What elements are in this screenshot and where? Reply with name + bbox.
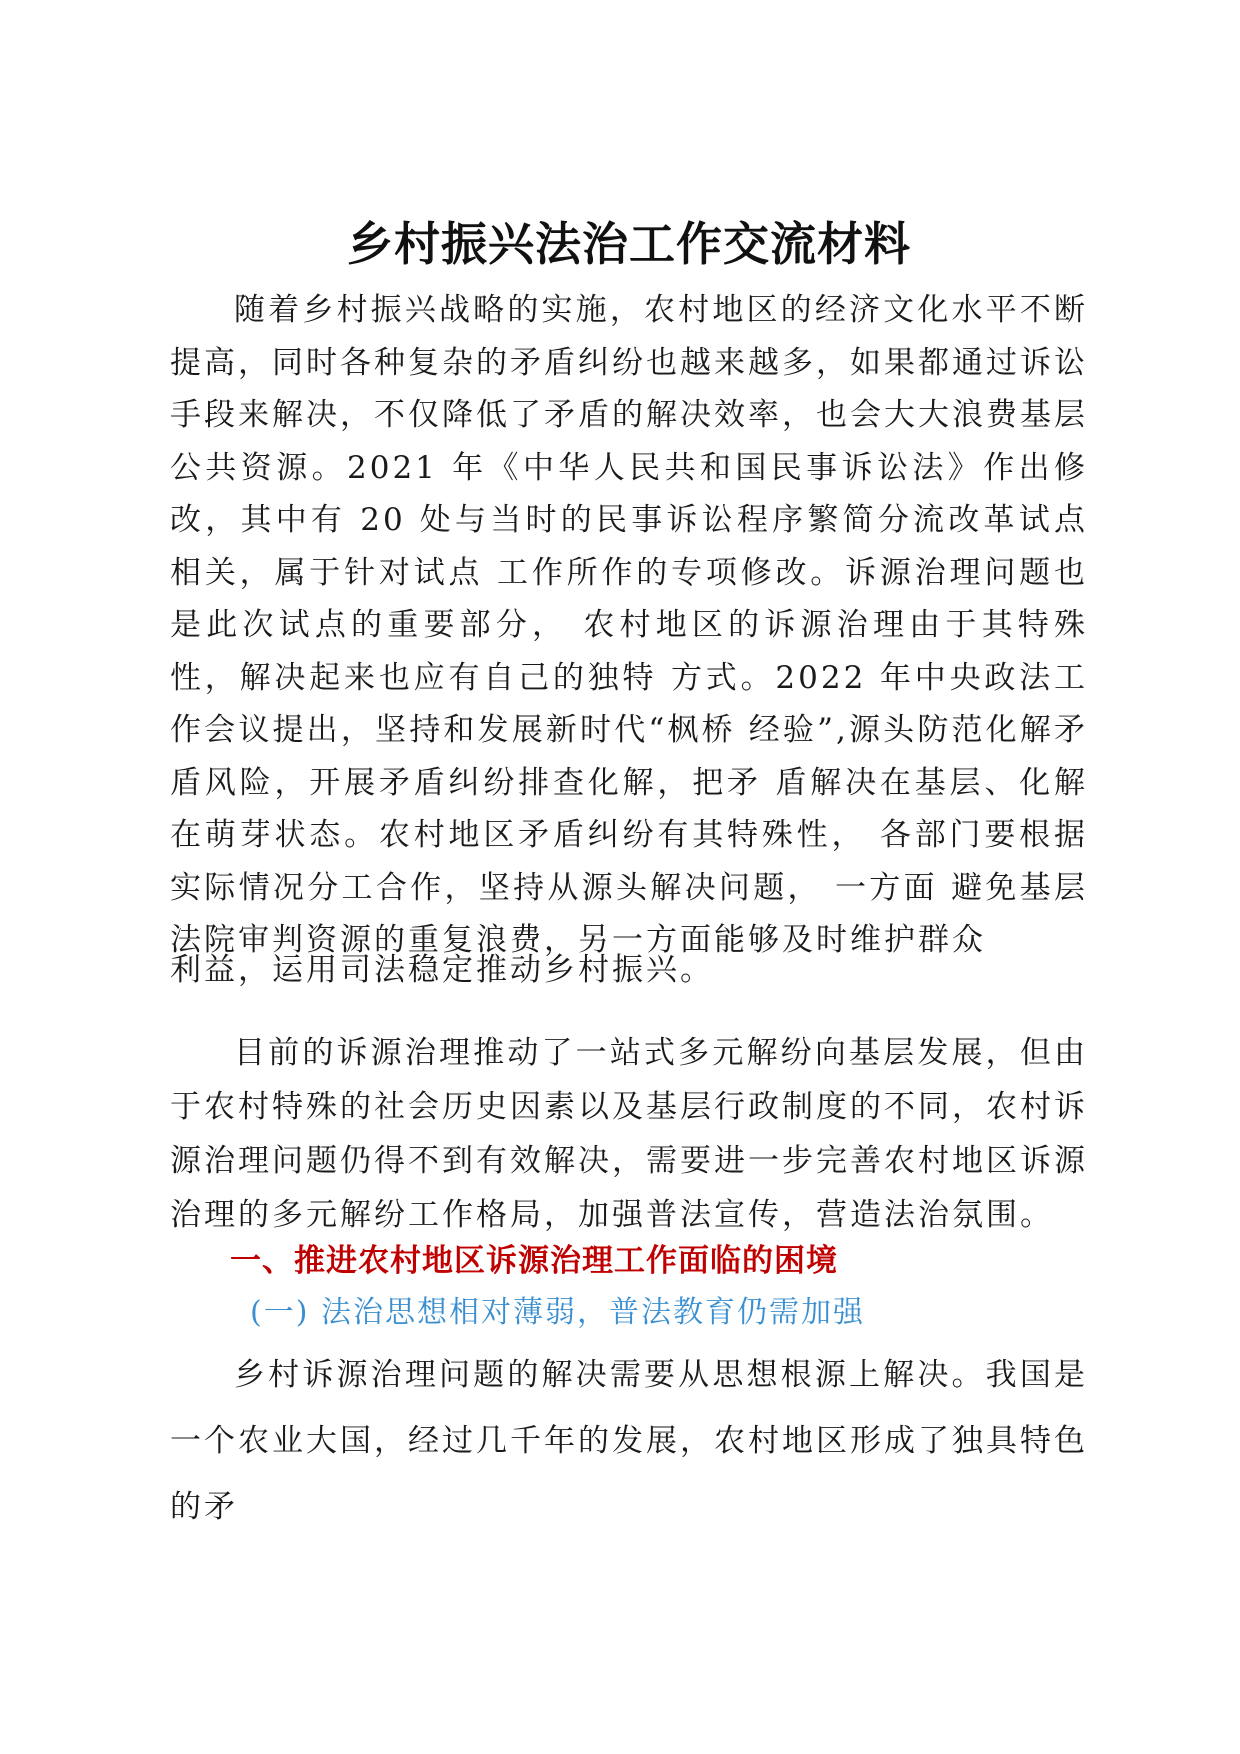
- third-paragraph: 乡村诉源治理问题的解决需要从思想根源上解决。我国是一个农业大国，经过几千年的发展，农村地区形成了独具特色的矛: [170, 1357, 1088, 1525]
- subsection-heading-1: (一) 法治思想相对薄弱，普法教育仍需加强: [250, 1295, 865, 1330]
- second-paragraph: 目前的诉源治理推动了一站式多元解纷向基层发展，但由于农村特殊的社会历史因素以及基层行政制度的不同，农村诉源治理问题仍得不到有效解决，需要进一步完善农村地区诉源治理的多元解纷工作格局，加强普法宣传，营造法治氛围。: [170, 1035, 1088, 1233]
- intro-paragraph-tail: 利益，运用司法稳定推动乡村振兴。: [170, 952, 714, 988]
- intro-paragraph: 随着乡村振兴战略的实施，农村地区的经济文化水平不断提高，同时各种复杂的矛盾纠纷也越来越多，如果都通过诉讼手段来解决，不仅降低了矛盾的解决效率，也会大大浪费基层公共资源。2021 年《中华人民共和国民事诉讼法》作出修改，其中有 20 处与当时的民事诉讼程序繁简分流改革试点相关，属于针对试点 工作所作的专项修改。诉源治理问题也是此次试点的重要部分， 农村地区的诉源治理由于其特殊性，解决起来也应有自己的独特 方式。2022 年中央政法工作会议提出，坚持和发展新时代“枫桥 经验”,源头防范化解矛盾风险，开展矛盾纠纷排查化解，把矛 盾解决在基层、化解在萌芽状态。农村地区矛盾纠纷有其特殊性， 各部门要根据实际情况分工合作，坚持从源头解决问题， 一方面 避免基层法院审判资源的重复浪费，另一方面能够及时维护群众: [170, 292, 1088, 958]
- document-title: 乡村振兴法治工作交流材料: [347, 217, 911, 271]
- section-heading-1: 一、推进农村地区诉源治理工作面临的困境: [230, 1243, 838, 1279]
- document-page: [170, 0, 1088, 1754]
